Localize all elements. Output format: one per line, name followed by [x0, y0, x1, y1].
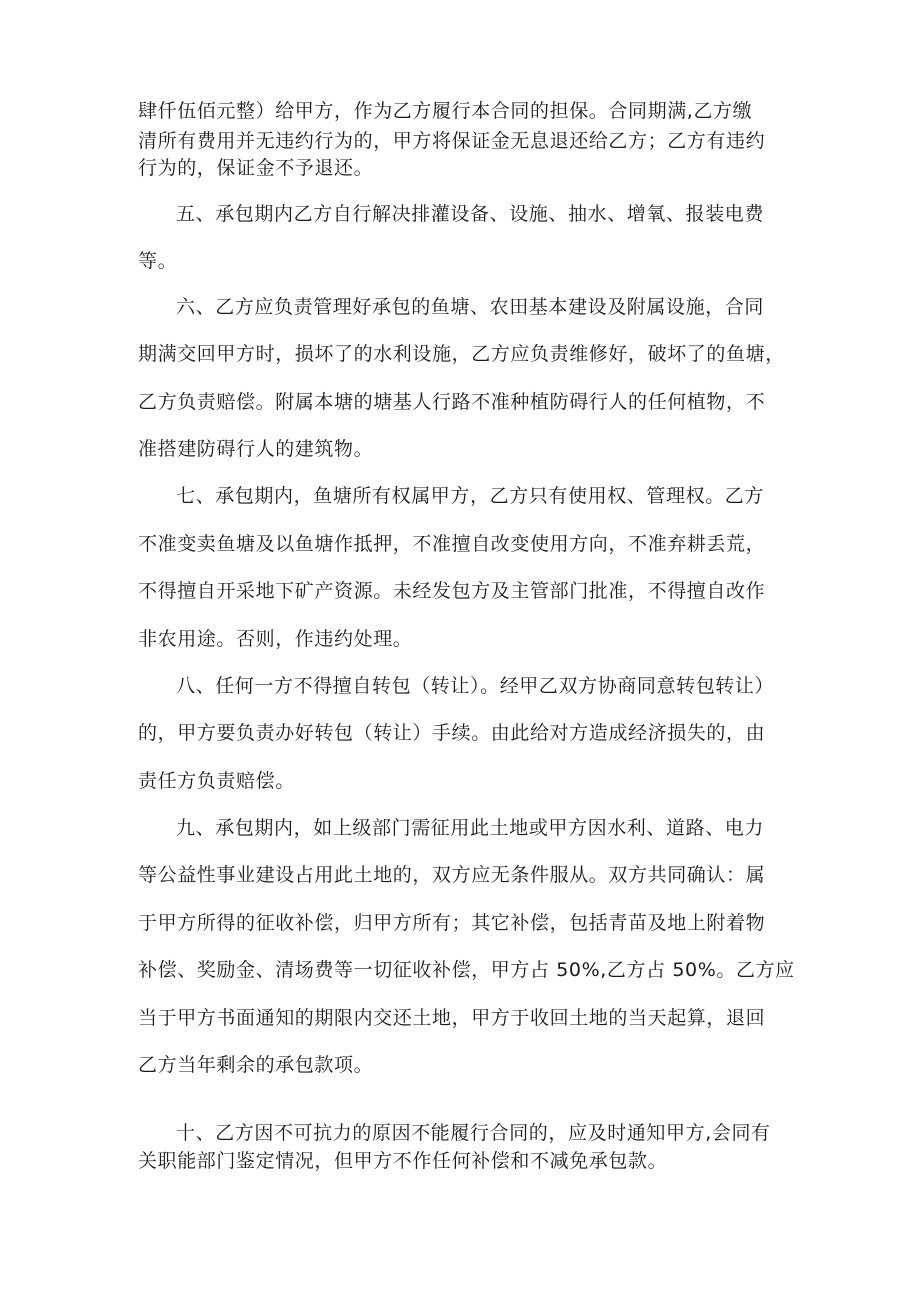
text-line: 非农用途。否则，作违约处理。 [138, 628, 413, 650]
text-line: 责任方负责赔偿。 [138, 770, 295, 792]
text-line: 不得擅自开采地下矿产资源。未经发包方及主管部门批准，不得擅自改作 [138, 580, 766, 602]
text-line: 的，甲方要负责办好转包（转让）手续。由此给对方造成经济损失的，由 [138, 722, 766, 744]
text-line: 肆仟伍佰元整）给甲方，作为乙方履行本合同的担保。合同期满,乙方缴 [138, 100, 753, 122]
text-line: 乙方当年剩余的承包款项。 [138, 1054, 374, 1076]
text-line: 清所有费用并无违约行为的，甲方将保证金无息退还给乙方；乙方有违约 [138, 130, 766, 152]
text-line: 九、承包期内，如上级部门需征用此土地或甲方因水利、道路、电力 [176, 817, 765, 839]
text-line: 不准变卖鱼塘及以鱼塘作抵押，不准擅自改变使用方向，不准弃耕丢荒， [138, 533, 766, 555]
text-line: 准搭建防碍行人的建筑物。 [138, 438, 374, 460]
text-line: 六、乙方应负责管理好承包的鱼塘、农田基本建设及附属设施，合同 [176, 296, 765, 318]
text-line: 期满交回甲方时，损坏了的水利设施，乙方应负责维修好，破坏了的鱼塘， [138, 343, 785, 365]
text-line: 于甲方所得的征收补偿，归甲方所有；其它补偿，包括青苗及地上附着物 [138, 912, 766, 934]
text-line: 补偿、奖励金、清场费等一切征收补偿，甲方占 50%,乙方占 50%。乙方应 [138, 959, 795, 981]
text-line: 当于甲方书面通知的期限内交还土地，甲方于收回土地的当天起算，退回 [138, 1007, 766, 1029]
text-line: 等。 [138, 250, 178, 272]
text-line: 等公益性事业建设占用此土地的，双方应无条件服从。双方共同确认：属 [138, 864, 766, 886]
text-line: 五、承包期内乙方自行解决排灌设备、设施、抽水、增氧、报装电费 [176, 203, 765, 225]
text-line: 八、任何一方不得擅自转包（转让）。经甲乙双方协商同意转包转让） [176, 675, 775, 697]
text-line: 关职能部门鉴定情况，但甲方不作任何补偿和不减免承包款。 [138, 1150, 668, 1172]
text-line: 乙方负责赔偿。附属本塘的塘基人行路不准种植防碍行人的任何植物，不 [138, 391, 766, 413]
text-line: 行为的，保证金不予退还。 [138, 157, 374, 179]
text-line: 七、承包期内，鱼塘所有权属甲方，乙方只有使用权、管理权。乙方 [176, 485, 765, 507]
text-line: 十、乙方因不可抗力的原因不能履行合同的，应及时通知甲方,会同有 [176, 1122, 771, 1144]
